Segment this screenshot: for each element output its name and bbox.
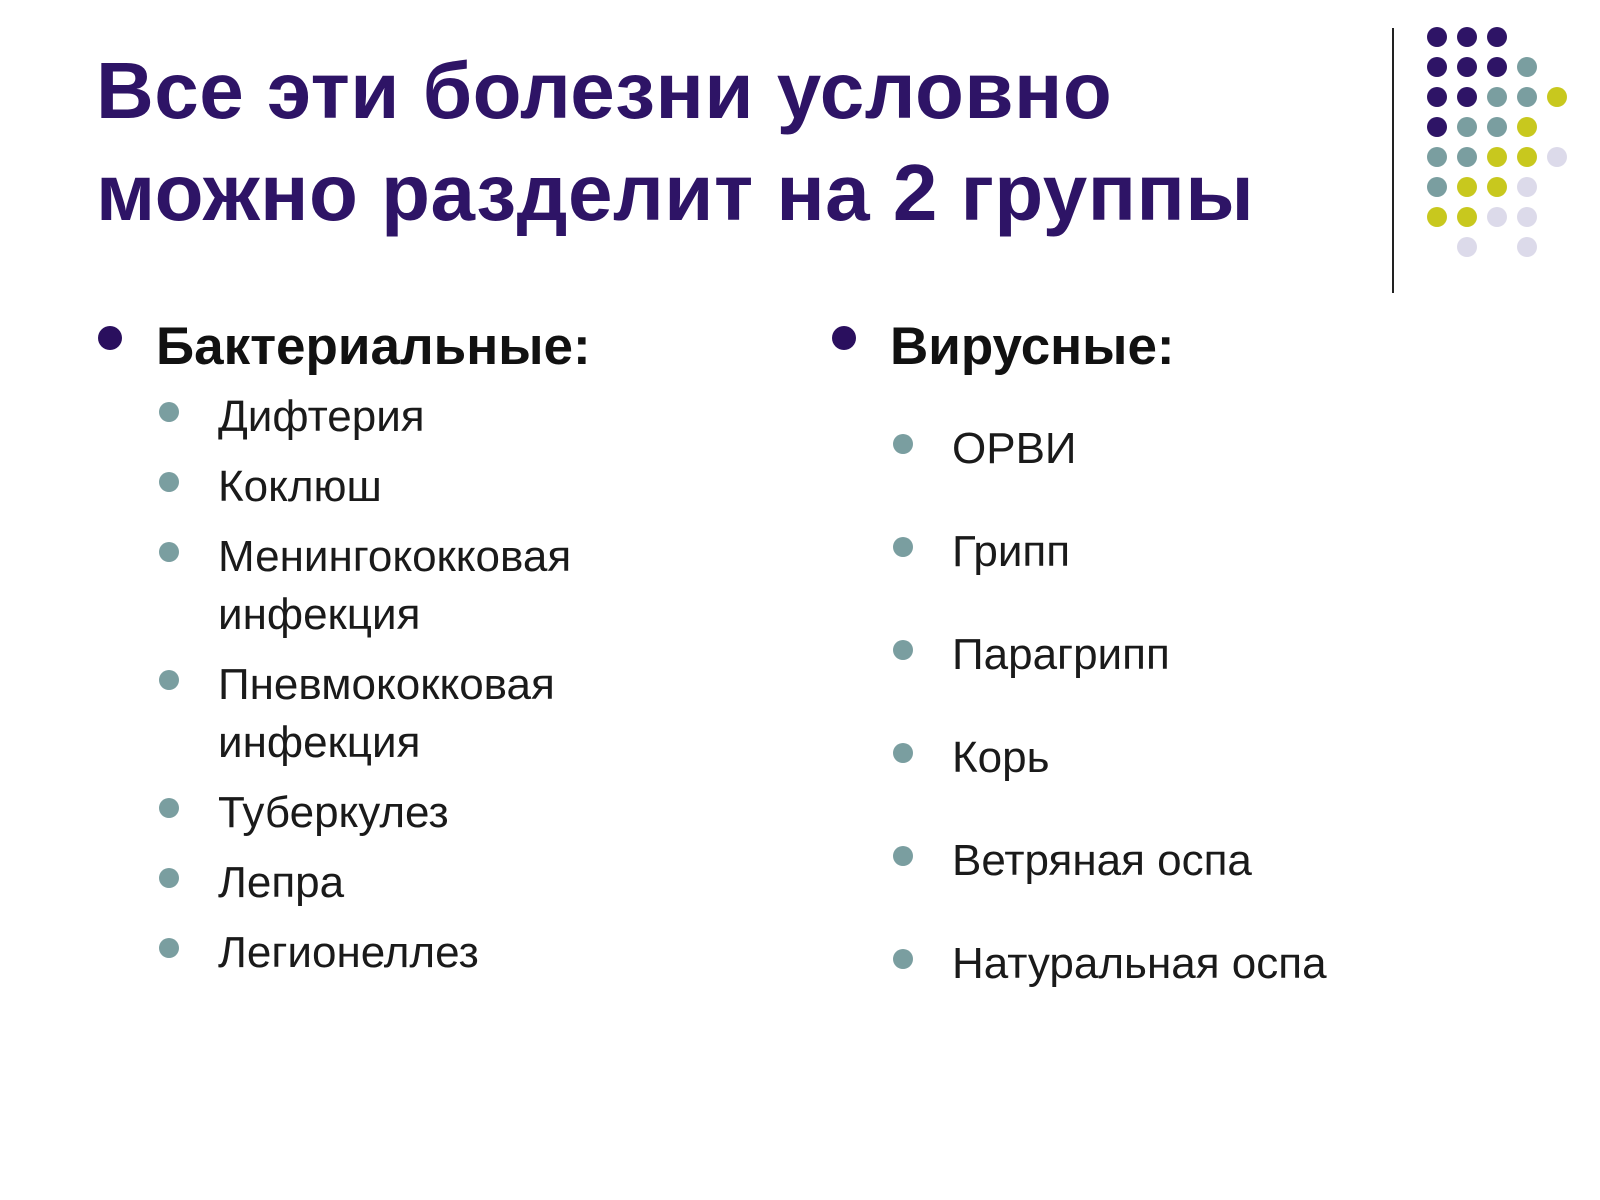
- viral-group: [830, 312, 1530, 1038]
- decorative-dot: [1427, 57, 1447, 77]
- list-item-label: Дифтерия: [218, 392, 425, 441]
- decorative-dot: [1517, 117, 1537, 137]
- list-item: [96, 854, 756, 912]
- decorative-dot: [1487, 207, 1507, 227]
- decorative-dot: [1517, 177, 1537, 197]
- bullet-icon: [159, 798, 179, 818]
- viral-group-header-label: Вирусные:: [890, 317, 1175, 376]
- decorative-dot: [1427, 147, 1447, 167]
- bullet-icon: [893, 537, 913, 557]
- bacterial-group: [96, 312, 756, 994]
- bullet-icon: [159, 472, 179, 492]
- decorative-dot: [1517, 207, 1537, 227]
- bullet-icon: [893, 949, 913, 969]
- bullet-icon: [159, 542, 179, 562]
- decorative-dot: [1457, 87, 1477, 107]
- bullet-icon: [98, 326, 122, 350]
- list-item: [830, 523, 1530, 581]
- list-item: [830, 935, 1530, 993]
- list-item: [830, 729, 1530, 787]
- bacterial-group-header: [96, 312, 756, 382]
- decorative-dot: [1427, 87, 1447, 107]
- bullet-icon: [159, 868, 179, 888]
- list-item: [96, 656, 708, 772]
- decorative-dot: [1427, 117, 1447, 137]
- bullet-icon: [159, 402, 179, 422]
- list-item: [96, 528, 708, 644]
- bacterial-list: [96, 388, 756, 982]
- list-item: [830, 832, 1530, 890]
- list-item-label: Менингококковая инфекция: [218, 532, 572, 639]
- bullet-icon: [893, 743, 913, 763]
- list-item-label: Легионеллез: [218, 928, 479, 977]
- list-item-label: Туберкулез: [218, 788, 449, 837]
- list-item: [96, 784, 756, 842]
- decorative-dot: [1427, 177, 1447, 197]
- bullet-icon: [159, 938, 179, 958]
- bullet-icon: [159, 670, 179, 690]
- decorative-dot: [1517, 57, 1537, 77]
- list-item-label: Натуральная оспа: [952, 939, 1327, 988]
- decorative-dot: [1517, 237, 1537, 257]
- decorative-dot: [1457, 27, 1477, 47]
- slide-title-line-1: Все эти болезни условно: [96, 46, 1113, 135]
- decorative-dot: [1457, 237, 1477, 257]
- decorative-dot: [1487, 87, 1507, 107]
- slide-title-line-2: можно разделит на 2 группы: [96, 148, 1255, 237]
- bullet-icon: [893, 846, 913, 866]
- decorative-dot: [1487, 57, 1507, 77]
- list-item-label: Корь: [952, 733, 1050, 782]
- decorative-dot: [1457, 207, 1477, 227]
- list-item: [96, 924, 756, 982]
- decorative-dot: [1547, 147, 1567, 167]
- list-item: [96, 458, 756, 516]
- decorative-dot: [1487, 117, 1507, 137]
- list-item-label: Лепра: [218, 858, 345, 907]
- decorative-dot: [1487, 147, 1507, 167]
- decorative-dot: [1517, 87, 1537, 107]
- bullet-icon: [893, 640, 913, 660]
- decorative-dot: [1547, 87, 1567, 107]
- list-item-label: ОРВИ: [952, 424, 1077, 473]
- decorative-dot: [1427, 207, 1447, 227]
- decorative-dot: [1457, 147, 1477, 167]
- decorative-dot: [1457, 177, 1477, 197]
- list-item: [96, 388, 756, 446]
- decorative-dot: [1487, 27, 1507, 47]
- list-item-label: Ветряная оспа: [952, 836, 1252, 885]
- decorative-dot: [1487, 177, 1507, 197]
- decorative-dot: [1457, 117, 1477, 137]
- decorative-dot: [1457, 57, 1477, 77]
- viral-group-header: [830, 312, 1530, 382]
- decorative-dot: [1427, 27, 1447, 47]
- list-item: [830, 626, 1530, 684]
- bacterial-group-header-label: Бактериальные:: [156, 317, 591, 376]
- list-item: [830, 420, 1530, 478]
- vertical-divider: [1392, 28, 1394, 293]
- list-item-label: Грипп: [952, 527, 1071, 576]
- list-item-label: Пневмококковая инфекция: [218, 660, 555, 767]
- slide-title: [96, 40, 1376, 244]
- list-item-label: Парагрипп: [952, 630, 1170, 679]
- decorative-dot: [1517, 147, 1537, 167]
- viral-list: [830, 420, 1530, 993]
- bullet-icon: [893, 434, 913, 454]
- bullet-icon: [832, 326, 856, 350]
- list-item-label: Коклюш: [218, 462, 382, 511]
